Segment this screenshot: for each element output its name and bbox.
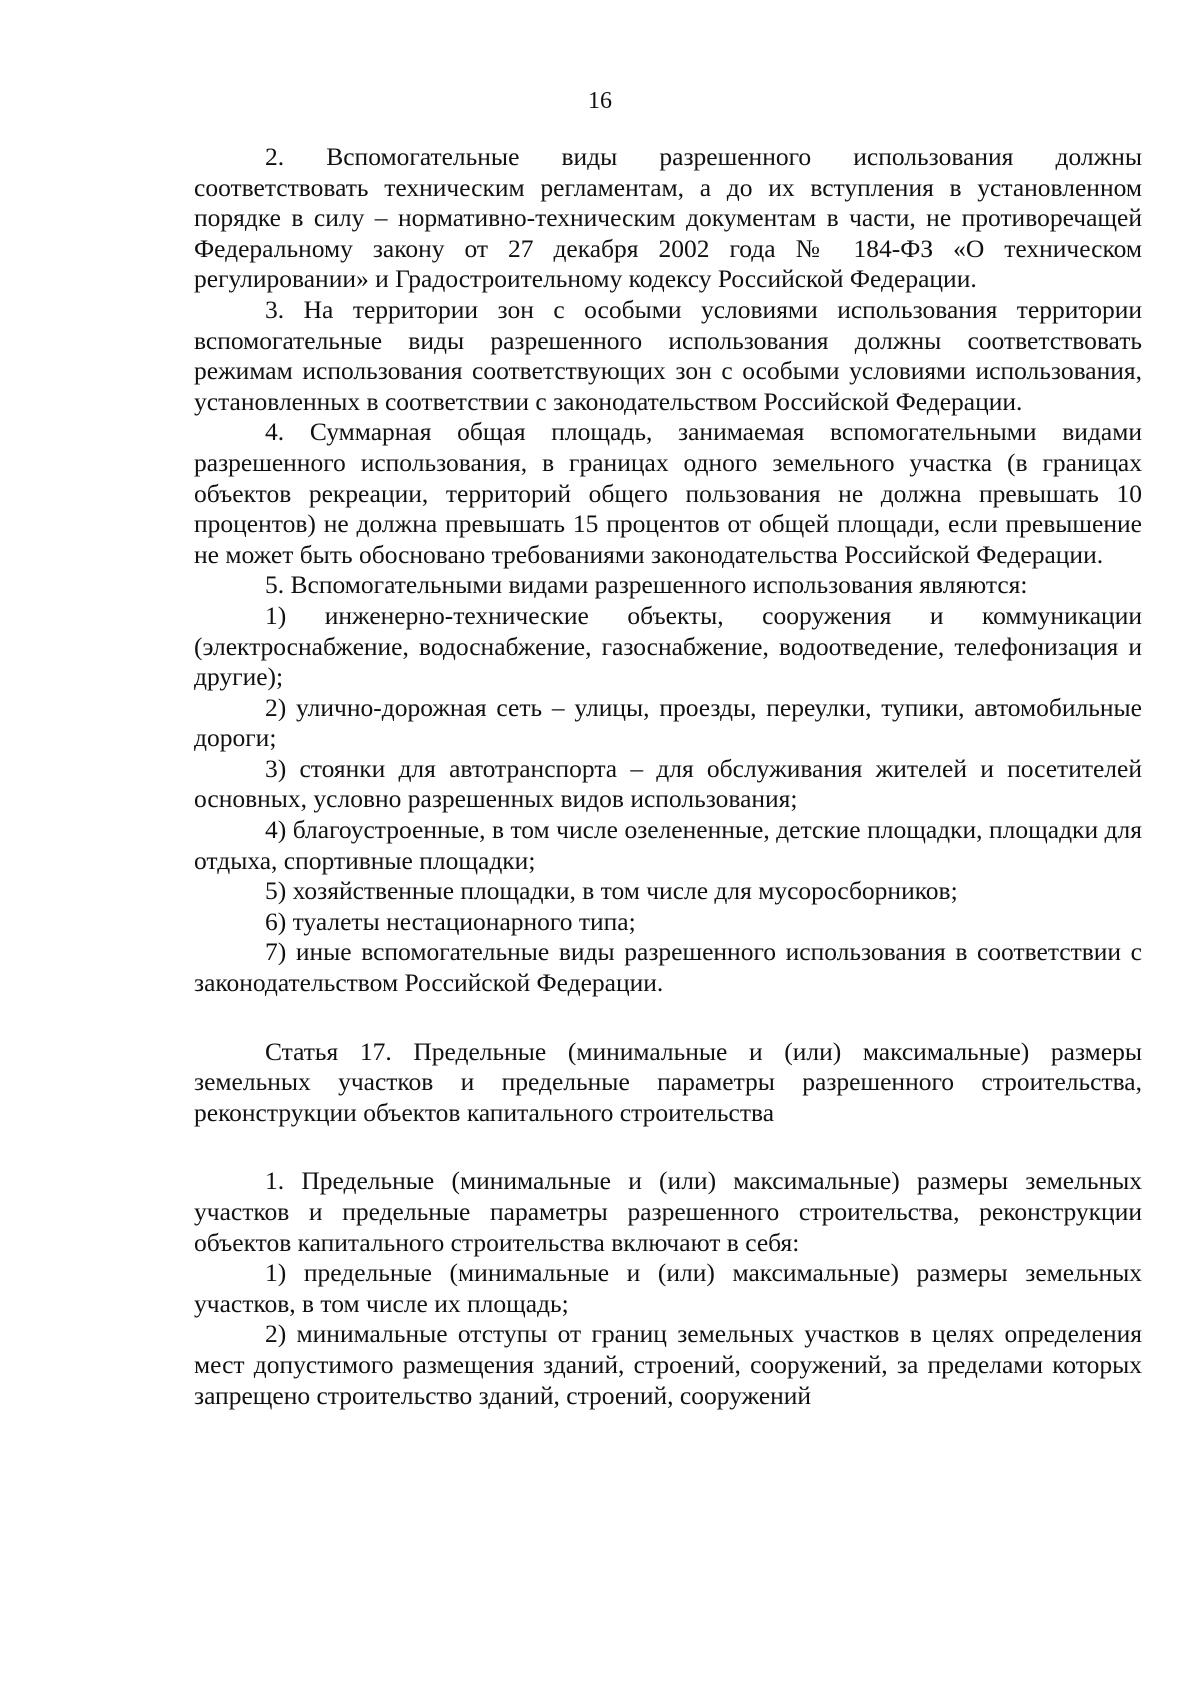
paragraph-5: 5. Вспомогательными видами разрешенного использования являются: <box>265 570 1028 600</box>
paragraph-2: 2. Вспомогательные виды разрешенного использования должны соответствовать техническим регламентам, а до их вступления в установленном порядке в силу – нормативно-техническим документам в части, не противоречащей Федеральному закону от 27 декабря 2002 года № 184-ФЗ «О техническом регулировании» и Градостроительному кодексу Российской Федерации. <box>194 142 1142 294</box>
article-17-paragraph-1: 1. Предельные (минимальные и (или) максимальные) размеры земельных участков и предельные параметры разрешенного строительства, реконструкции объектов капитального строительства включают в себя: <box>194 1166 1142 1257</box>
list-item-5: 5) хозяйственные площадки, в том числе для мусоросборников; <box>265 876 958 906</box>
list-item-2: 2) улично-дорожная сеть – улицы, проезды, переулки, тупики, автомобильные дороги; <box>194 692 1142 753</box>
page-number: 16 <box>588 88 612 114</box>
paragraph-4: 4. Суммарная общая площадь, занимаемая вспомогательными видами разрешенного использования, в границах одного земельного участка (в границах объектов рекреации, территорий общего пользования не должна превышать 10 процентов) не должна превышать 15 процентов от общей площади, если превышение не может быть обосновано требованиями законодательства Российской Федерации. <box>194 417 1142 569</box>
paragraph-3: 3. На территории зон с особыми условиями использования территории вспомогательные виды разрешенного использования должны соответствовать режимам использования соответствующих зон с особыми условиями использования, установленных в соответствии с законодательством Российской Федерации. <box>194 294 1142 416</box>
spacer <box>194 1128 1142 1166</box>
list-item-1: 1) инженерно-технические объекты, сооружения и коммуникации (электроснабжение, водоснабжение, газоснабжение, водоотведение, телефонизация и другие); <box>194 600 1142 692</box>
list-item-6: 6) туалеты нестационарного типа; <box>265 906 636 936</box>
list-item-3: 3) стоянки для автотранспорта – для обслуживания жителей и посетителей основных, условно разрешенных видов использования; <box>194 753 1142 814</box>
list-item-7: 7) иные вспомогательные виды разрешенного использования в соответствии с законодательством Российской Федерации. <box>194 937 1142 998</box>
document-body <box>194 142 1142 1411</box>
spacer <box>194 999 1142 1037</box>
article-17-title: Статья 17. Предельные (минимальные и (или) максимальные) размеры земельных участков и предельные параметры разрешенного строительства, реконструкции объектов капитального строительства <box>194 1036 1142 1127</box>
article-17-list-item-2: 2) минимальные отступы от границ земельных участков в целях определения мест допустимого размещения зданий, строений, сооружений, за пределами которых запрещено строительство зданий, строений, сооружений <box>194 1319 1142 1410</box>
list-item-4: 4) благоустроенные, в том числе озелененные, детские площадки, площадки для отдыха, спортивные площадки; <box>194 815 1142 875</box>
article-17-list-item-1: 1) предельные (минимальные и (или) максимальные) размеры земельных участков, в том числе их площадь; <box>194 1258 1142 1318</box>
